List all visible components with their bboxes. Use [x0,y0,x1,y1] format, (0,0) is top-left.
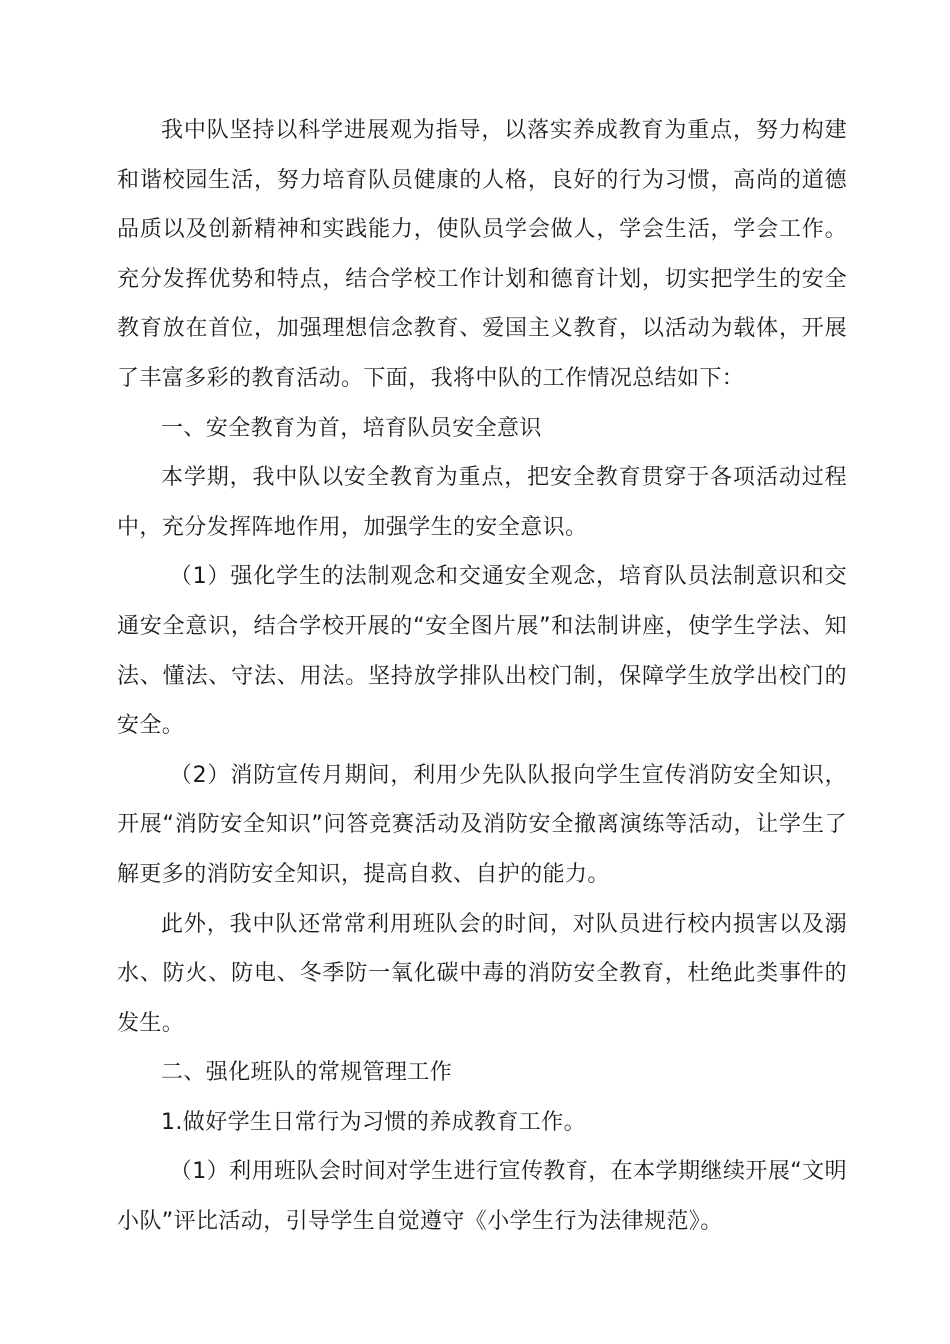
additional-safety-paragraph: 此外，我中队还常常利用班队会的时间，对队员进行校内损害以及溺水、防火、防电、冬季防一氧化碳中毒的消防安全教育，杜绝此类事件的发生。 [117,911,847,1036]
section-heading-management: 二、强化班队的常规管理工作 [161,1060,453,1086]
safety-overview-paragraph: 本学期，我中队以安全教育为重点，把安全教育贯穿于各项活动过程中，充分发挥阵地作用，加强学生的安全意识。 [117,465,847,540]
document-body [117,106,847,1247]
intro-paragraph: 我中队坚持以科学进展观为指导，以落实养成教育为重点，努力构建和谐校园生活，努力培育队员健康的人格，良好的行为习惯，高尚的道德品质以及创新精神和实践能力，使队员学会做人，学会生活，学会工作。充分发挥优势和特点，结合学校工作计划和德育计划，切实把学生的安全教育放在首位，加强理想信念教育、爱国主义教育，以活动为载体，开展了丰富多彩的教育活动。下面，我将中队的工作情况总结如下： [117,118,847,391]
habit-heading: 1.做好学生日常行为习惯的养成教育工作。 [161,1109,586,1135]
legal-traffic-paragraph: （1）强化学生的法制观念和交通安全观念，培育队员法制意识和交通安全意识，结合学校开展的“安全图片展”和法制讲座，使学生学法、知法、懂法、守法、用法。坚持放学排队出校门制，保障学生放学出校门的安全。 [117,564,847,739]
section-heading-safety: 一、安全教育为首，培育队员安全意识 [161,415,542,441]
class-meeting-paragraph: （1）利用班队会时间对学生进行宣传教育，在本学期继续开展“文明小队”评比活动，引导学生自觉遵守《小学生行为法律规范》。 [117,1159,847,1235]
fire-safety-paragraph: （2）消防宣传月期间，利用少先队队报向学生宣传消防安全知识，开展“消防安全知识”问答竞赛活动及消防安全撤离演练等活动，让学生了解更多的消防安全知识，提高自救、自护的能力。 [117,762,847,887]
